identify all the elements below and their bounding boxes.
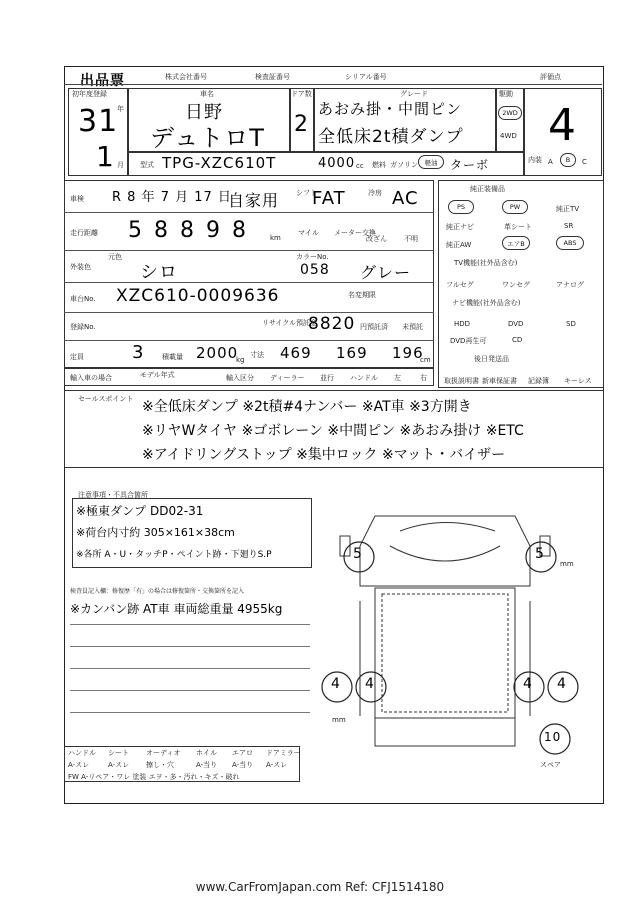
height-value: 196: [392, 344, 424, 362]
tv-oneseg: ワンセグ: [502, 281, 530, 289]
interior-a: A: [548, 158, 553, 166]
model-code-label: 型式: [140, 161, 154, 169]
repair-line: ※カンバン跡 AT車 車両総重量 4955kg: [70, 602, 283, 616]
tire-front-left: 5: [353, 546, 363, 562]
notes-label: 注意事項・不具合箇所: [78, 491, 148, 499]
score-value: 4: [548, 100, 577, 151]
tv-function-label: TV機能(社外品含む): [454, 259, 518, 267]
usage: 自家用: [228, 191, 280, 210]
tire-rear-2: 4: [365, 676, 375, 692]
mileage-label: 走行距離: [70, 229, 98, 237]
tire-spare: 10: [544, 730, 562, 744]
registration-label: 登録No.: [70, 323, 96, 331]
extra-warranty: 新車保証書: [482, 377, 517, 385]
equip-leather: 革シート: [504, 223, 532, 231]
drive-4wd: 4WD: [500, 132, 517, 140]
model-code: TPG-XZC610T: [162, 154, 277, 172]
model-year-label: モデル年式: [140, 371, 175, 379]
sales-line2: ※リヤWタイヤ ※ゴボレーン ※中間ピン ※あおみ掛け ※ETC: [142, 423, 524, 439]
sales-points-label: セールスポイント: [78, 395, 134, 403]
inspection-value: R 8 年 7 月 17 日: [112, 190, 232, 205]
media-dvd: DVD: [508, 320, 524, 328]
notes-line1: ※極東ダンプ DD02-31: [76, 504, 204, 518]
tire-unit-rear: mm: [332, 716, 346, 724]
month-unit: 月: [117, 161, 124, 169]
tv-analog: アナログ: [556, 281, 584, 289]
legend-row-wheel: A-当り: [196, 761, 218, 769]
legend-mirror: ドアミラー: [266, 749, 301, 757]
extra-manual: 取扱説明書: [444, 377, 479, 385]
fuel-label: 燃料: [372, 161, 386, 169]
tire-rear-4: 4: [557, 676, 567, 692]
drive-2wd: 2WD: [498, 106, 522, 120]
tire-unit-front: mm: [560, 560, 574, 568]
spare-label: スペア: [540, 761, 561, 769]
extra-records: 記録簿: [528, 377, 549, 385]
color-no-label: カラーNo.: [296, 253, 329, 261]
extra-later: 後日発送品: [474, 355, 509, 363]
legend-wheel: ホイル: [196, 749, 217, 757]
recycle-status: 円預託済: [360, 323, 388, 331]
fuel-diesel: 軽油: [418, 155, 444, 169]
dim-unit: cm: [420, 356, 431, 364]
shift-label: シフト: [296, 189, 317, 197]
equip-aw: 純正AW: [446, 241, 472, 249]
interior-b: B: [560, 153, 576, 167]
mileage-mile: マイル: [298, 229, 319, 237]
year-unit: 年: [117, 105, 124, 113]
mileage-tamper: 改ざん: [366, 235, 387, 243]
legend-handle: ハンドル: [68, 749, 96, 757]
legend-row-handle: A-スレ: [68, 761, 90, 769]
interior-c: C: [582, 158, 587, 166]
equip-pw: PW: [502, 200, 528, 214]
first-reg-month: 1: [96, 140, 115, 173]
shift-value: FAT: [312, 188, 346, 209]
color-original: 元色: [108, 253, 122, 261]
import-type: 輸入区分: [226, 374, 254, 382]
tire-rear-1: 4: [331, 676, 341, 692]
media-sd: SD: [566, 320, 576, 328]
sales-line3: ※アイドリングストップ ※集中ロック ※マット・バイザー: [142, 447, 506, 463]
header-label-company: 株式会社番号: [165, 73, 207, 81]
handle-label: ハンドル: [350, 374, 378, 382]
tire-front-right: 5: [535, 546, 545, 562]
inspection-label: 車検: [70, 195, 84, 203]
notes-line2: ※荷台内寸約 305×161×38cm: [76, 526, 235, 539]
mileage-value: 58898: [128, 218, 258, 243]
cc-value: 4000: [318, 156, 356, 171]
model-name: デュトロT: [150, 124, 265, 152]
legend-codes: FW A-リペア・ワレ 塗装 エヲ・多・汚れ・キズ・破れ: [68, 773, 240, 781]
fuel-turbo: ターボ: [450, 158, 490, 172]
handle-left: 左: [394, 374, 401, 382]
extra-keyless: キーレス: [564, 377, 592, 385]
tv-fullseg: フルセグ: [446, 281, 474, 289]
first-reg-label: 初年度登録: [72, 90, 107, 98]
equip-airbag: エアB: [502, 236, 530, 250]
first-reg-year: 31: [78, 104, 119, 139]
header-label-cert: 検査証番号: [255, 73, 290, 81]
capacity-value: 3: [132, 342, 145, 363]
media-dvd-play: DVD再生可: [450, 337, 487, 345]
doors: 2: [294, 112, 309, 137]
tire-rear-3: 4: [523, 676, 533, 692]
recycle-unpaid: 未預託: [402, 323, 423, 331]
media-cd: CD: [512, 336, 523, 344]
cc-unit: cc: [356, 162, 364, 170]
fuel-gas: ガソリン: [390, 161, 418, 169]
color-value: シロ: [140, 262, 178, 283]
media-hdd: HDD: [454, 320, 471, 328]
legend-row-aero: A-当り: [232, 761, 254, 769]
grade-label: グレード: [400, 90, 428, 98]
doors-label: ドア数: [291, 90, 312, 98]
dealer-label: ディーラー: [270, 374, 305, 382]
chassis-label: 車台No.: [70, 295, 96, 303]
legend-row-audio: 擦し・穴: [146, 761, 174, 769]
equip-tv: 純正TV: [556, 205, 580, 213]
load-unit: kg: [236, 356, 245, 364]
footer-ref: www.CarFromJapan.com Ref: CFJ1514180: [195, 880, 445, 894]
header-label-serial: シリアル番号: [345, 73, 387, 81]
equipment-title: 純正装備品: [470, 185, 505, 193]
width-value: 169: [336, 344, 368, 362]
ac-value: AC: [392, 188, 419, 209]
recycle-label: リサイクル預託金: [262, 319, 318, 327]
sales-line1: ※全低床ダンプ ※2t積#4ナンバー ※AT車 ※3方開き: [142, 399, 472, 415]
mileage-unknown: 不明: [404, 235, 418, 243]
mileage-meter: メーター交換: [334, 229, 376, 237]
handle-right: 右: [420, 374, 427, 382]
capacity-label: 定員: [70, 353, 84, 361]
mileage-unit: km: [270, 234, 281, 242]
maker: 日野: [185, 102, 223, 123]
maker-label: 車名: [200, 90, 214, 98]
notes-line3: ※各所 A・U・タッチP・ペイント跡・下廻りS.P: [76, 550, 272, 560]
legend-seat: シート: [108, 749, 129, 757]
legend-audio: オーディオ: [146, 749, 181, 757]
equip-navi: 純正ナビ: [446, 223, 474, 231]
color-label: 外装色: [70, 263, 91, 271]
length-value: 469: [280, 344, 312, 362]
dims-label: 寸法: [250, 351, 264, 359]
interior-label: 内装: [528, 156, 542, 164]
parallel-label: 並行: [320, 374, 334, 382]
import-label: 輸入車の場合: [70, 374, 112, 382]
recycle-value: 8820: [308, 314, 356, 334]
drive-label: 駆動: [499, 90, 513, 98]
chassis-value: XZC610-0009636: [116, 286, 280, 306]
ac-label: 冷房: [368, 189, 382, 197]
navi-function-label: ナビ機能(社外品含む): [452, 299, 521, 307]
load-value: 2000: [196, 344, 239, 362]
legend-row-seat: A-スレ: [108, 761, 130, 769]
sheet-title: 出品票: [80, 73, 125, 89]
grade-line2: 全低床2t積ダンプ: [318, 127, 464, 147]
load-label: 積載量: [162, 353, 183, 361]
grade-line1: あおみ掛・中間ピン: [318, 100, 463, 118]
legend-aero: エアロ: [232, 749, 253, 757]
repair-label: 検査員記入欄：修復歴「有」の場合は修復箇所・交換箇所を記入: [70, 588, 245, 595]
history-label: 名変期限: [348, 291, 376, 299]
trim-color: グレー: [360, 263, 412, 282]
color-no: 058: [300, 262, 330, 278]
equip-ps: PS: [448, 200, 474, 214]
equip-abs: ABS: [556, 236, 584, 250]
legend-row-mirror: A-スレ: [266, 761, 288, 769]
equip-sr: SR: [564, 222, 574, 230]
score-label: 評価点: [540, 73, 561, 81]
